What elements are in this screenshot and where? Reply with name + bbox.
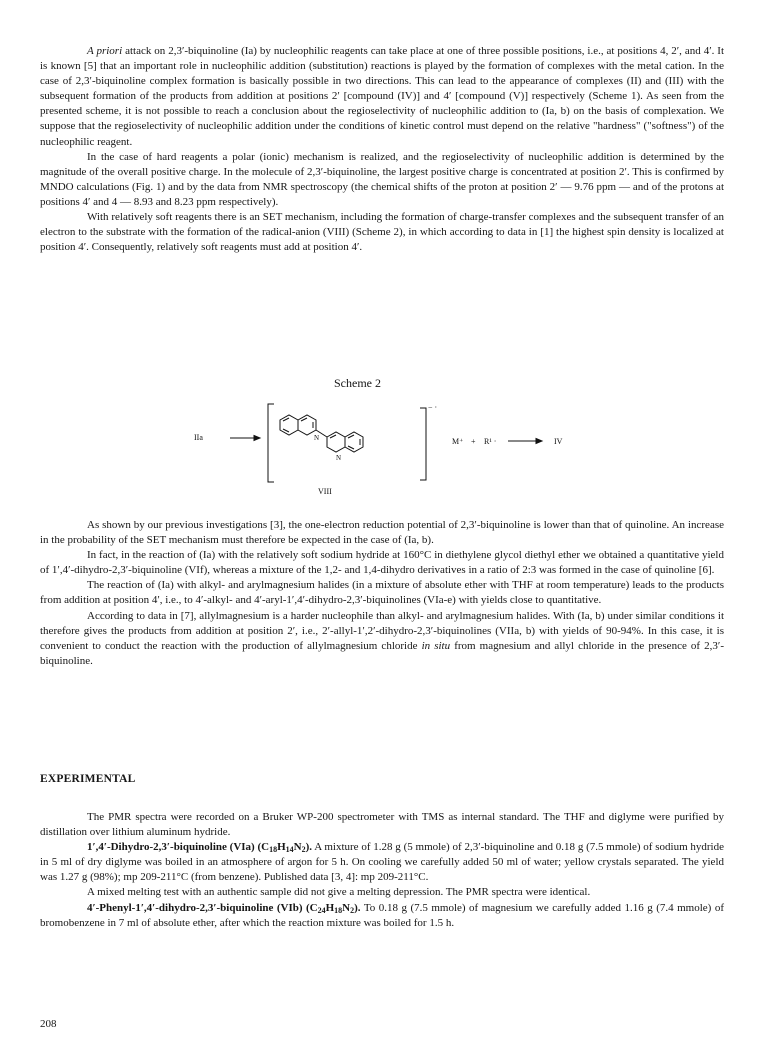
paragraph-text: To 0.18 g (7.5 mmole) of magnesium we carefully added 1.16 g (7.4 mmole) of bromobenzene in 7 ml of absolute ether, after which the reaction mixture was boiled for 1.5 h. (40, 901, 724, 929)
compound-title-via: 1′,4′-Dihydro-2,3′-biquinoline (VIa) $(C_{18}H_{14}N_2)$. (87, 841, 313, 855)
paragraph-soft-reagents: With relatively soft reagents there is an SET mechanism, including the formation of charge-transfer complexes and the subsequent transfer of an electron to the substrate with the formation of the radical-anion (VIII) (Scheme 2), in which according to data in [1] the highest spin density is localized at position 4′. Consequently, relatively soft reagents must add at position 4′. (40, 211, 724, 254)
paragraph-vib (40, 901, 724, 931)
paragraph-grignard: The reaction of (Ia) with alkyl- and arylmagnesium halides (in a mixture of absolute ether with THF at room temperature) leads to the products from addition at position 4′, i.e., to 4′-alkyl- and 4′-aryl-1′,4′-dihydro-2,3′-biquinolines (VIa-e) with yields close to quantitative. (40, 579, 724, 607)
bracket-left (268, 404, 274, 482)
paragraph-sodium-hydride: In fact, in the reaction of (Ia) with the relatively soft sodium hydride at 160°C in diethylene glycol diethyl ether we obtained a quantitative yield of 1′,4′-dihydro-2,3′-biquinoline (VIf), whereas a mixture of the 1,2- and 1,4-dihydro derivatives in a ratio of 2:3 was formed in the case of quinoline [6]. (40, 549, 724, 577)
scheme-label-iia: IIa (194, 433, 203, 442)
section-heading-experimental: EXPERIMENTAL (40, 773, 136, 785)
page-number: 208 (40, 1018, 57, 1030)
quinoline-ring-1 (280, 415, 316, 435)
scheme-2-diagram (180, 398, 600, 496)
charge-label: − · (428, 403, 438, 412)
paragraph-text: A mixture of 1.28 g (5 mmole) of 2,3′-biquinoline and 0.18 g (7.5 mmole) of sodium hydride in 5 ml of dry diglyme was boiled in an atmosphere of argon for 5 h. On cooling we carefully added 50 ml of water; yellow crystals separated. The yield was 1.27 g (98%); mp 209-211°C (from benzene). Published data [3, 4]: mp 209-211°C. (40, 841, 724, 884)
italic-in-situ: in situ (421, 639, 451, 652)
paragraph-text-end: from magnesium and allyl chloride in the presence of 2,3′-biquinoline. (40, 639, 724, 667)
paragraph-allylmagnesium (40, 609, 724, 669)
r-radical-label: R¹ · (484, 437, 497, 446)
compound-title-vib: 4′-Phenyl-1′,4′-dihydro-2,3′-biquinoline (VIb) $(C_{24}H_{18}N_2)$. (87, 901, 361, 915)
n-label-1: N (314, 434, 320, 442)
middle-text-block (40, 518, 724, 669)
arrow-2-head (536, 439, 542, 444)
n-label-2: N (336, 454, 342, 462)
paragraph-hard-reagents: In the case of hard reagents a polar (ionic) mechanism is realized, and the regioselectivity of nucleophilic addition is determined by the magnitude of the overall positive charge. In the molecule of 2,3′-biquinoline, the largest positive charge is concentrated at position 2′. This is confirmed by MNDO calculations (Fig. 1) and by the data from NMR spectroscopy (the chemical shifts of the proton at position 2′ — 9.76 ppm — and of the protons at positions 4′ and 4 — 8.93 and 8.23 ppm respectively). (40, 150, 724, 208)
experimental-text-block (40, 810, 724, 931)
compound-label-viii: VIII (318, 487, 332, 496)
arrow-1-head (254, 436, 260, 441)
paragraph-text: According to data in [7], allylmagnesium is a harder nucleophile than alkyl- and arylmagnesium halides. With (Ia, b) under similar conditions it therefore gives the products from addition at position 2′, i.e., 2′-allyl-1′,2′-dihydro-2,3′-biquinolines (VIIa, b) with yields of 90-94%. In this case, it is convenient to conduct the reaction with the production of allylmagnesium chloride (40, 609, 724, 652)
scheme-title: Scheme 2 (334, 376, 381, 390)
m-plus-label: M⁺ (452, 437, 464, 446)
italic-a-priori: A priori (87, 45, 123, 57)
quinoline-ring-2 (327, 432, 363, 452)
bracket-right (420, 408, 426, 480)
paragraph-mixed-melting: A mixed melting test with an authentic sample did not give a melting depression. The PMR spectra were identical. (87, 886, 591, 899)
plus-sign: + (471, 437, 476, 446)
top-text-block (40, 44, 724, 255)
paragraph-via (40, 840, 724, 885)
paragraph-a-priori (40, 44, 724, 150)
paragraph-text: attack on 2,3′-biquinoline (Ia) by nucleophilic reagents can take place at one of three possible positions, i.e., at positions 4, 2′, and 4′. It is known [5] that an important role in nucleophilic addition (substitution) reactions is played by the formation of complexes with the metal cation. In the case of 2,3′-biquinoline complex formation is basically possible in two directions. This can lead to the appearance of complexes (II) and (III) with the subsequent formation of the products from addition at positions 2′ [compound (IV)] and 4′ [compound (V)] respectively (Scheme 1). As seen from the presented scheme, it is not possible to reach a conclusion about the regioselectivity of nucleophilic addition to (Ia, b) on the basis of complexation. We suppose that the regioselectivity of nucleophilic addition under the conditions of kinetic control must depend on the relative "hardness" ("softness") of the nucleophilic reagent. (40, 45, 724, 148)
paragraph-reduction-potential: As shown by our previous investigations [3], the one-electron reduction potential of 2,3′-biquinoline is lower than that of quinoline. An increase in the probability of the SET mechanism must therefore be expected in the case of (Ia, b). (40, 519, 724, 547)
paragraph-pmr: The PMR spectra were recorded on a Bruker WP-200 spectrometer with TMS as internal standard. The THF and diglyme were purified by distillation over lithium aluminum hydride. (40, 811, 724, 839)
product-label-iv: IV (554, 437, 563, 446)
